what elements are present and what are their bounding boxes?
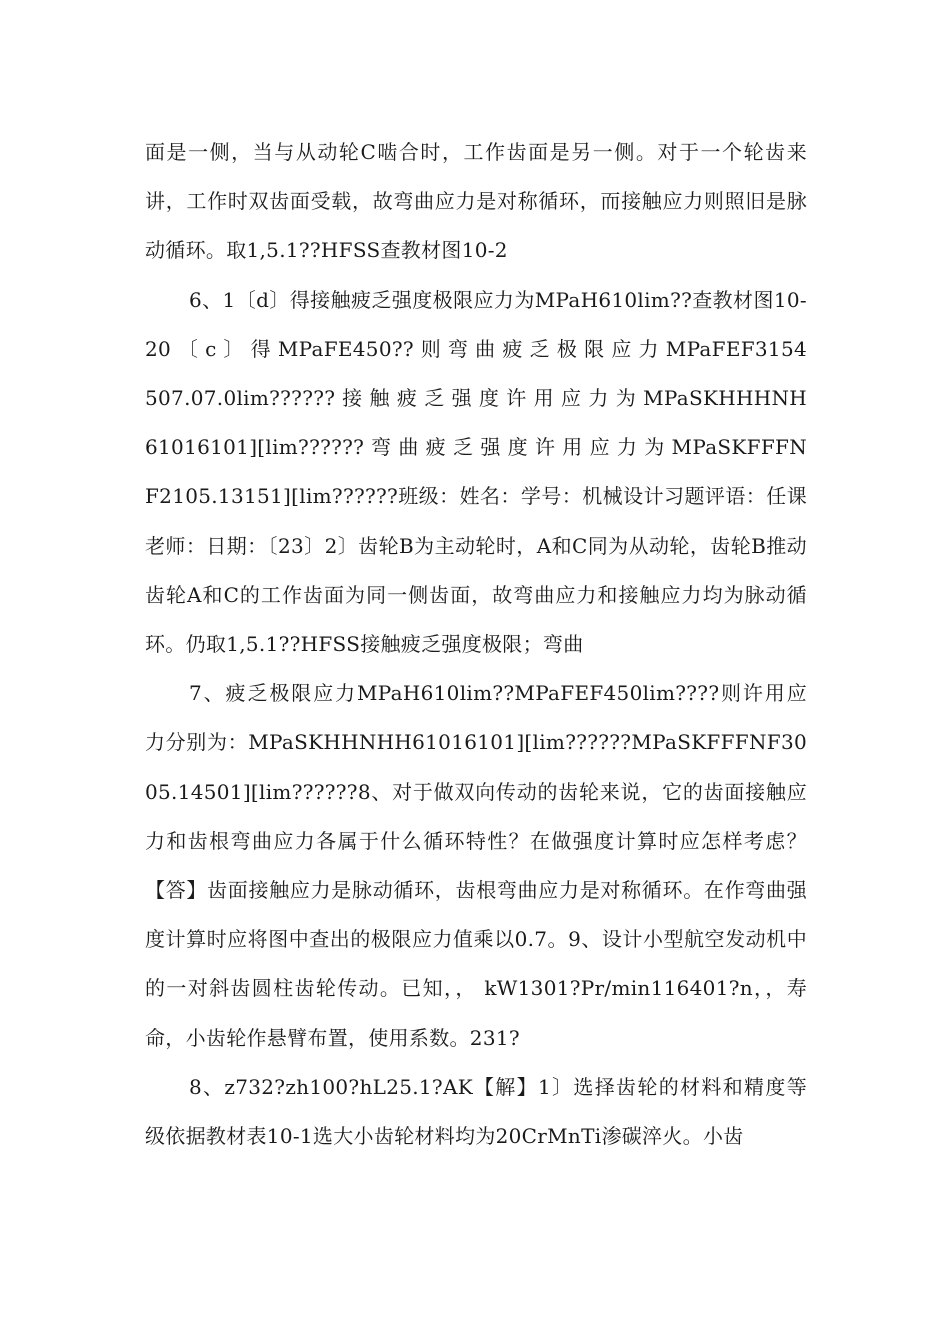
paragraph-3: 7、疲乏极限应力MPaH610lim??MPaFEF450lim????则许用应力分别为：MPaSKHHNHH61016101][lim??????MPaSKFFFNF3005.14501][lim??????8、对于做双向传动的齿轮来说，它的齿面接触应力和齿根弯曲应力各属于什么循环特性？在做强度计算时应怎样考虑？【答】齿面接触应力是脉动循环，齿根弯曲应力是对称循环。在作弯曲强度计算时应将图中查出的极限应力值乘以0.7。9、设计小型航空发动机中的一对斜齿圆柱齿轮传动。已知，， kW1301?Pr/min116401?n，，寿命，小齿轮作悬臂布置，使用系数。231?: [145, 681, 807, 1050]
paragraph-2: 6、1〔d〕得接触疲乏强度极限应力为MPaH610lim??查教材图10-20 〔 c 〕 得 MPaFE450?? 则 弯 曲 疲 乏 极 限 应 力 MPaFEF3154507.07.0lim?????? 接 触 疲 乏 强 度 许 用 应 力 为 MPaSKHHHNH61016101][lim?????? 弯 曲 疲 乏 强 度 许 用 应 力 为 MPaSKFFFNF2105.13151][lim??????班级：姓名：学号：机械设计习题评语：任课老师：日期：〔23〕2〕齿轮B为主动轮时，A和C同为从动轮，齿轮B推动齿轮A和C的工作齿面为同一侧齿面，故弯曲应力和接触应力均为脉动循环。仍取1,5.1??HFSS接触疲乏强度极限；弯曲: [145, 287, 807, 657]
document-page: [145, 128, 807, 1161]
paragraph-4: 8、z732?zh100?hL25.1?AK【解】1〕选择齿轮的材料和精度等级依据教材表10-1选大小齿轮材料均为20CrMnTi渗碳淬火。小齿: [145, 1074, 807, 1149]
paragraph-1: 面是一侧，当与从动轮C啮合时，工作齿面是另一侧。对于一个轮齿来讲，工作时双齿面受载，故弯曲应力是对称循环，而接触应力则照旧是脉动循环。取1,5.1??HFSS查教材图10-2: [145, 140, 807, 263]
